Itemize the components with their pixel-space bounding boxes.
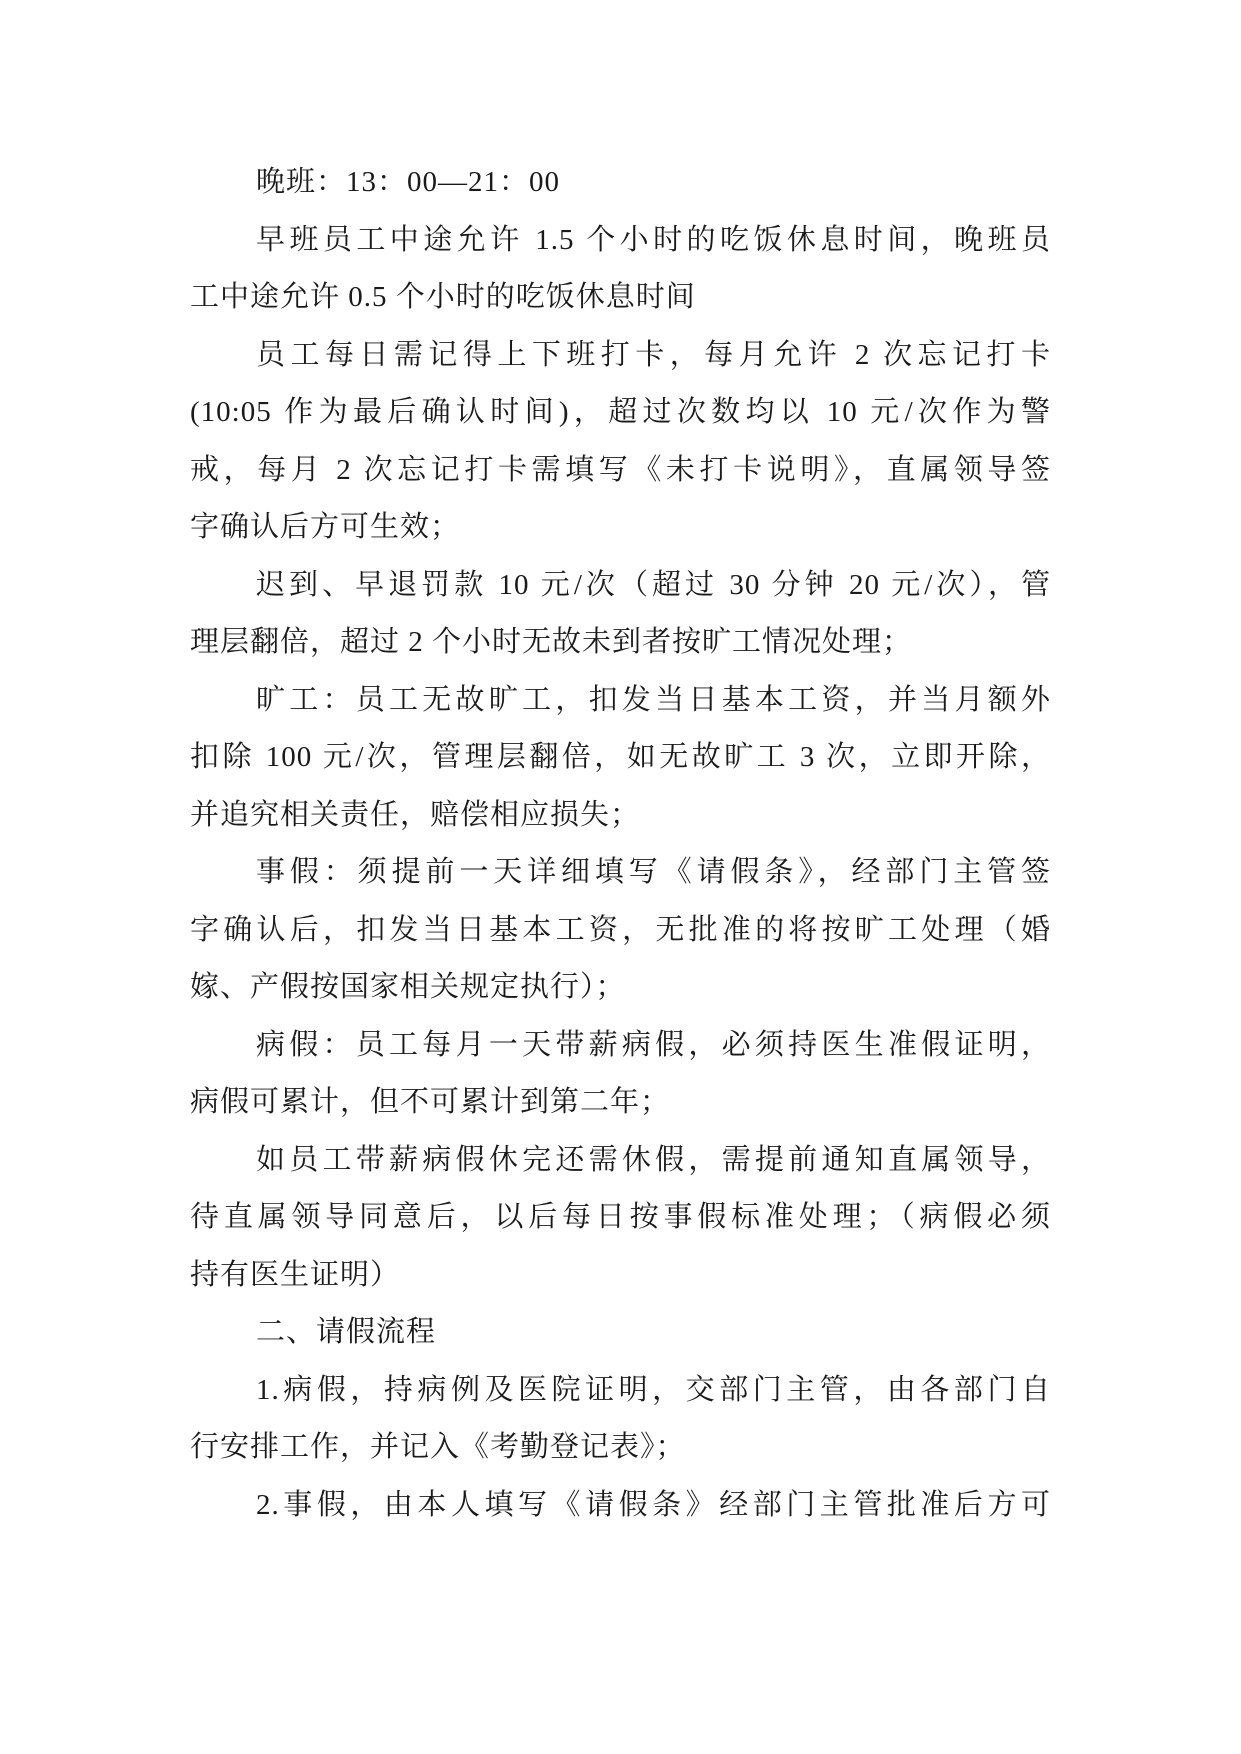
text-line: 待直属领导同意后，以后每日按事假标准处理；（病假必须 xyxy=(190,1201,1051,1233)
text-line: 字确认后，扣发当日基本工资，无批准的将按旷工处理（婚 xyxy=(190,913,1051,946)
paragraph-process-sick-leave xyxy=(190,1362,1051,1477)
text-line: 理层翻倍，超过 2 个小时无故未到者按旷工情况处理； xyxy=(190,626,913,658)
text-line: 病假可累计，但不可累计到第二年； xyxy=(190,1086,671,1118)
text-line: 2.事假，由本人填写《请假条》经部门主管批准后方可 xyxy=(256,1488,1051,1521)
text-line: 行安排工作，并记入《考勤登记表》； xyxy=(190,1431,686,1463)
paragraph-late-early-leave xyxy=(190,557,1051,672)
text-line: 员工每日需记得上下班打卡，每月允许 2 次忘记打卡 xyxy=(256,338,1051,371)
text-line: 晚班：13：00—21：00 xyxy=(256,166,561,198)
paragraph-process-personal-leave xyxy=(190,1477,1051,1535)
paragraph-late-shift xyxy=(190,154,1051,212)
paragraph-absenteeism xyxy=(190,672,1051,845)
text-line: 如员工带薪病假休完还需休假，需提前通知直属领导， xyxy=(256,1143,1051,1176)
text-line: (10:05 作为最后确认时间)，超过次数均以 10 元/次作为警 xyxy=(190,396,1051,428)
paragraph-extra-leave xyxy=(190,1132,1051,1305)
section-heading-leave-process xyxy=(190,1304,1051,1362)
document-body xyxy=(190,154,1051,1534)
paragraph-meal-break xyxy=(190,212,1051,327)
text-line: 事假：须提前一天详细填写《请假条》，经部门主管签 xyxy=(256,856,1051,888)
text-line: 扣除 100 元/次，管理层翻倍，如无故旷工 3 次，立即开除， xyxy=(190,741,1051,773)
text-line: 持有医生证明） xyxy=(190,1258,401,1291)
text-line: 并追究相关责任，赔偿相应损失； xyxy=(190,798,641,831)
text-line: 工中途允许 0.5 个小时的吃饭休息时间 xyxy=(190,281,696,313)
paragraph-clock-in xyxy=(190,327,1051,557)
text-line: 字确认后方可生效； xyxy=(190,511,461,543)
paragraph-sick-leave xyxy=(190,1017,1051,1132)
text-line: 嫁、产假按国家相关规定执行）； xyxy=(190,971,626,1003)
text-line: 旷工：员工无故旷工，扣发当日基本工资，并当月额外 xyxy=(256,683,1051,716)
text-line: 戒，每月 2 次忘记打卡需填写《未打卡说明》，直属领导签 xyxy=(190,453,1051,486)
text-line: 1.病假，持病例及医院证明，交部门主管，由各部门自 xyxy=(256,1373,1051,1406)
section-heading: 二、请假流程 xyxy=(256,1316,437,1348)
text-line: 病假：员工每月一天带薪病假，必须持医生准假证明， xyxy=(256,1028,1051,1061)
paragraph-personal-leave xyxy=(190,844,1051,1017)
text-line: 迟到、早退罚款 10 元/次（超过 30 分钟 20 元/次），管 xyxy=(256,568,1051,601)
text-line: 早班员工中途允许 1.5 个小时的吃饭休息时间，晚班员 xyxy=(256,223,1051,256)
